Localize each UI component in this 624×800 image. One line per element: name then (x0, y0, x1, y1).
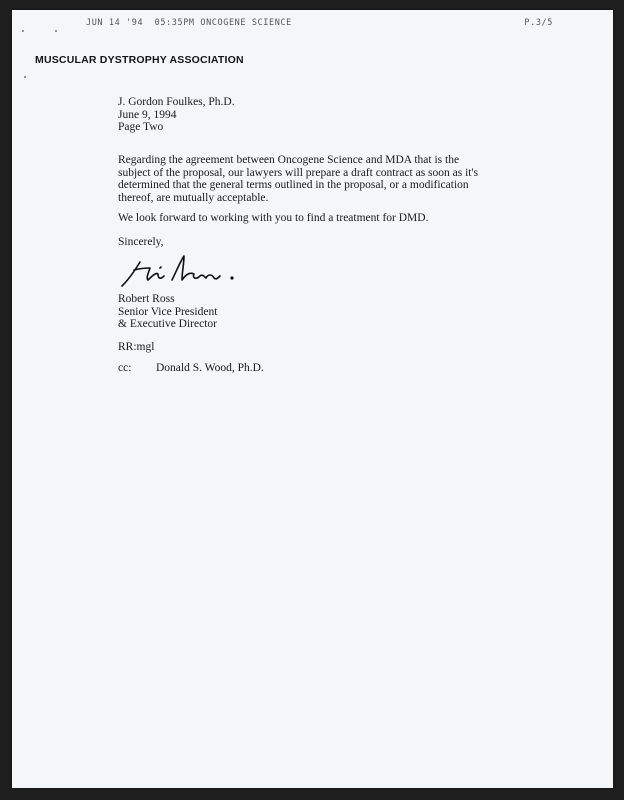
scan-speck (55, 30, 57, 32)
handwritten-signature (120, 250, 240, 290)
fax-date: JUN 14 '94 (86, 18, 144, 28)
salutation-text: Sincerely, (118, 236, 164, 248)
cc-recipient: Donald S. Wood, Ph.D. (156, 362, 264, 374)
letter-date: June 9, 1994 (118, 108, 177, 121)
fax-sender: ONCOGENE SCIENCE (200, 18, 292, 28)
paragraph-line: Regarding the agreement between Oncogene Science and MDA that is the (118, 154, 460, 166)
paragraph-agreement (118, 154, 523, 204)
cc-label: cc: (118, 362, 132, 374)
closing-salutation (118, 236, 523, 249)
cc-line (118, 362, 523, 375)
letter-page (12, 10, 613, 788)
signer-title: & Executive Director (118, 318, 217, 330)
fax-time: 05:35PM (154, 18, 195, 28)
signer-block (118, 293, 523, 331)
paragraph-closing-remark (118, 212, 523, 225)
letterhead-organization: MUSCULAR DYSTROPHY ASSOCIATION (35, 54, 244, 66)
reference-initials (118, 341, 523, 354)
scan-speck (22, 30, 24, 32)
recipient-name: J. Gordon Foulkes, Ph.D. (118, 96, 235, 108)
fax-page-number: P.3/5 (524, 18, 553, 28)
scan-speck (24, 76, 26, 78)
page-label: Page Two (118, 121, 164, 133)
paragraph-line: subject of the proposal, our lawyers will prepare a draft contract as soon as it's (118, 166, 479, 179)
address-block (118, 96, 523, 134)
paragraph-line: thereof, are mutually acceptable. (118, 191, 269, 204)
signer-name: Robert Ross (118, 293, 175, 305)
paragraph-line: We look forward to working with you to find a treatment for DMD. (118, 212, 429, 224)
signer-title: Senior Vice President (118, 305, 218, 318)
paragraph-line: determined that the general terms outlined in the proposal, or a modification (118, 179, 469, 191)
fax-header-info (86, 18, 292, 28)
initials-text: RR:mgl (118, 341, 155, 353)
